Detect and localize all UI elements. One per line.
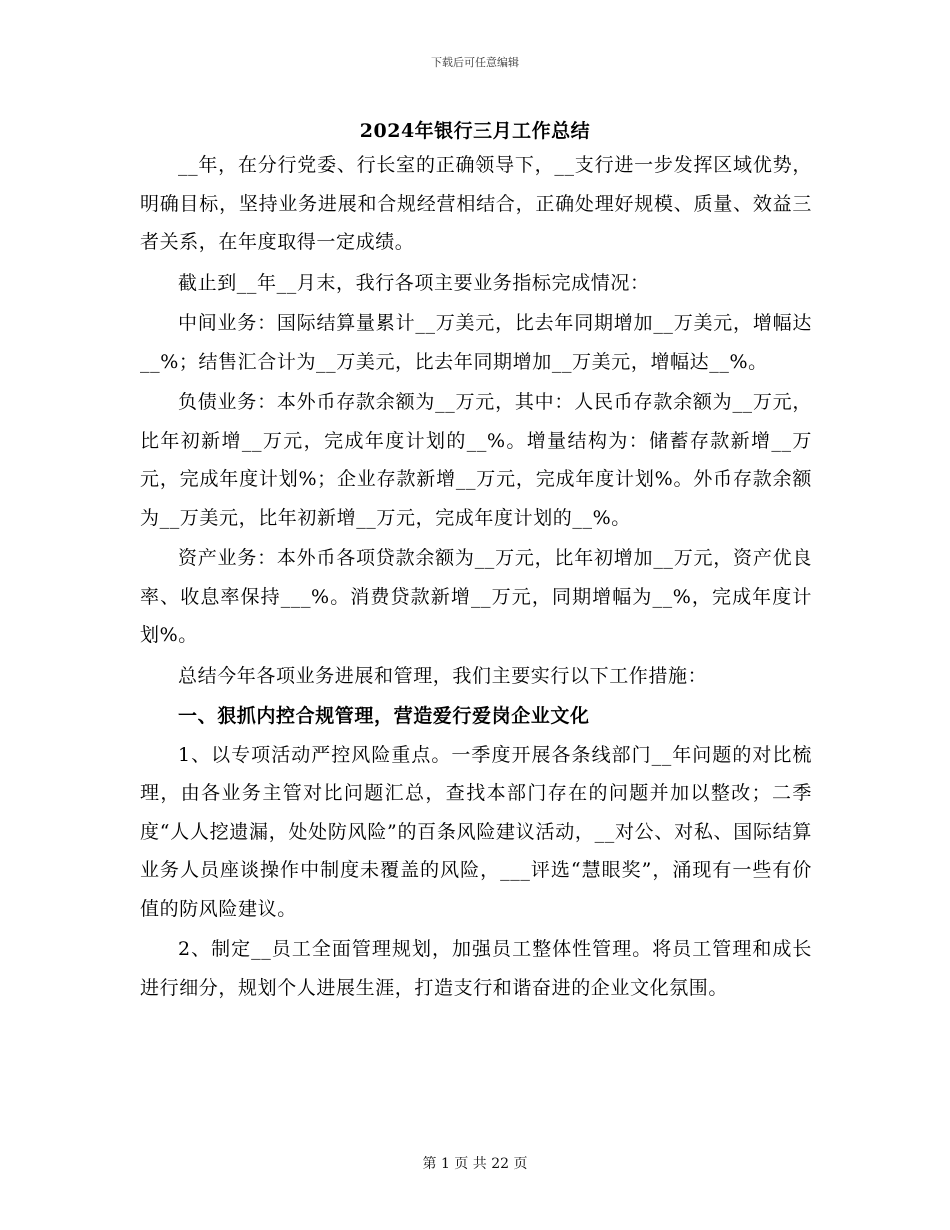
paragraph-measures-lead: 总结今年各项业务进展和管理，我们主要实行以下工作措施： [178, 664, 708, 687]
document-title: 2024年银行三月工作总结 [359, 120, 591, 142]
paragraph-asset-business: 资产业务：本外币各项贷款余额为__万元，比年初增加__万元，资产优良率、收息率保持___%。消费贷款新增__万元，同期增幅为__%，完成年度计划%。 [140, 547, 812, 646]
paragraph-intermediate-business: 中间业务：国际结算量累计__万美元，比去年同期增加__万美元，增幅达__%；结售汇合计为__万美元，比去年同期增加__万美元，增幅达__%。 [140, 312, 812, 373]
paragraph-indicators-lead: 截止到__年__月末，我行各项主要业务指标完成情况： [178, 271, 650, 294]
paragraph-liability-business: 负债业务：本外币存款余额为__万元，其中：人民币存款余额为__万元，比年初新增__万元，完成年度计划的__%。增量结构为：储蓄存款新增__万元，完成年度计划%；企业存款新增__万元，完成年度计划%。外币存款余额为__万美元，比年初新增__万元，完成年度计划的__%。 [140, 391, 812, 529]
paragraph-intro: __年，在分行党委、行长室的正确领导下，__支行进一步发挥区域优势，明确目标，坚持业务进展和合规经营相结合，正确处理好规模、质量、效益三者关系，在年度取得一定成绩。 [140, 154, 812, 253]
section-heading: 一、狠抓内控合规管理，营造爱行爱岗企业文化 [178, 705, 590, 727]
document-body [140, 146, 812, 1009]
section-item-1: 1、以专项活动严控风险重点。一季度开展各条线部门__年问题的对比梳理，由各业务主管对比问题汇总，查找本部门存在的问题并加以整改；二季度“人人挖遗漏，处处防风险”的百条风险建议活动，__对公、对私、国际结算业务人员座谈操作中制度未覆盖的风险，___评选“慧眼奖”，涌现有一些有价值的防风险建议。 [140, 743, 812, 920]
header-note: 下载后可任意编辑 [431, 56, 519, 69]
page-footer: 第 1 页 共 22 页 [422, 1156, 528, 1172]
section-item-2: 2、制定__员工全面管理规划，加强员工整体性管理。将员工管理和成长进行细分，规划个人进展生涯，打造支行和谐奋进的企业文化氛围。 [140, 938, 812, 999]
